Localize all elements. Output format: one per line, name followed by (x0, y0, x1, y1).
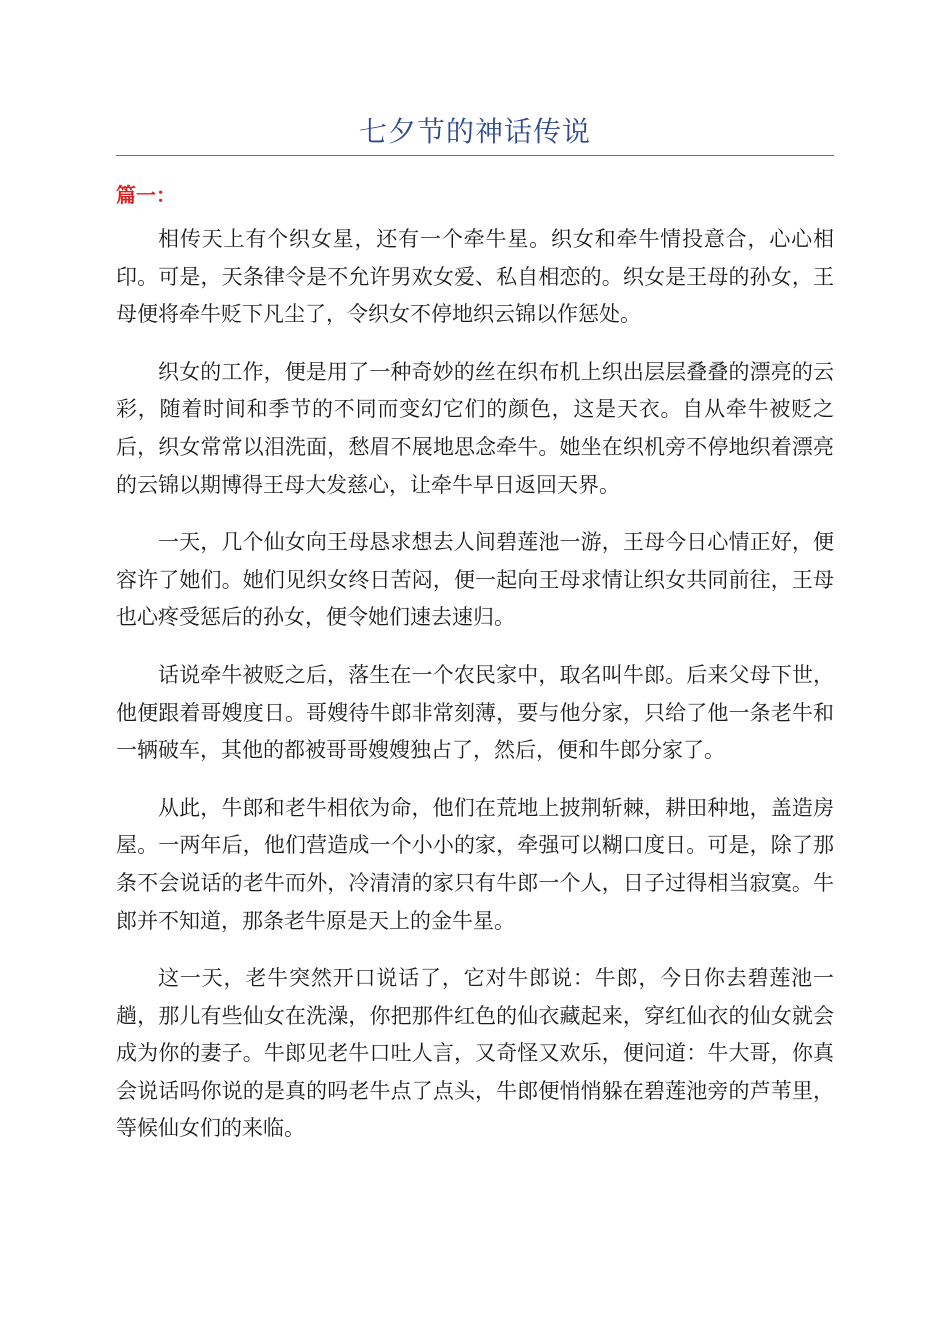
paragraph: 相传天上有个织女星，还有一个牵牛星。织女和牵牛情投意合，心心相印。可是，天条律令是不允许男欢女爱、私自相恋的。织女是王母的孙女，王母便将牵牛贬下凡尘了，令织女不停地织云锦以作惩处。 (116, 227, 834, 327)
paragraph: 话说牵牛被贬之后，落生在一个农民家中，取名叫牛郎。后来父母下世，他便跟着哥嫂度日。哥嫂待牛郎非常刻薄，要与他分家，只给了他一条老牛和一辆破车，其他的都被哥哥嫂嫂独占了，然后，便和牛郎分家了。 (116, 662, 834, 763)
paragraph: 从此，牛郎和老牛相依为命，他们在荒地上披荆斩棘，耕田种地，盖造房屋。一两年后，他们营造成一个小小的家，牵强可以糊口度日。可是，除了那条不会说话的老牛而外，冷清清的家只有牛郎一个人，日子过得相当寂寞。牛郎并不知道，那条老牛原是天上的金牛星。 (116, 795, 834, 933)
paragraph: 一天，几个仙女向王母恳求想去人间碧莲池一游，王母今日心情正好，便容许了她们。她们见织女终日苦闷，便一起向王母求情让织女共同前往，王母也心疼受惩后的孙女，便令她们速去速归。 (116, 530, 834, 630)
document-title: 七夕节的神话传说 (358, 115, 591, 148)
paragraph: 织女的工作，便是用了一种奇妙的丝在织布机上织出层层叠叠的漂亮的云彩，随着时间和季节的不同而变幻它们的颜色，这是天衣。自从牵牛被贬之后，织女常常以泪洗面，愁眉不展地思念牵牛。她坐在织机旁不停地织着漂亮的云锦以期博得王母大发慈心，让牵牛早日返回天界。 (116, 359, 834, 497)
title-underline (116, 155, 834, 156)
paragraph: 这一天，老牛突然开口说话了，它对牛郎说：牛郎，今日你去碧莲池一趟，那儿有些仙女在洗澡，你把那件红色的仙衣藏起来，穿红仙衣的仙女就会成为你的妻子。牛郎见老牛口吐人言，又奇怪又欢乐，便问道：牛大哥，你真会说话吗你说的是真的吗老牛点了点头，牛郎便悄悄躲在碧莲池旁的芦苇里，等候仙女们的来临。 (116, 966, 834, 1141)
document-body (116, 221, 834, 1168)
section-label: 篇一： (116, 183, 176, 207)
